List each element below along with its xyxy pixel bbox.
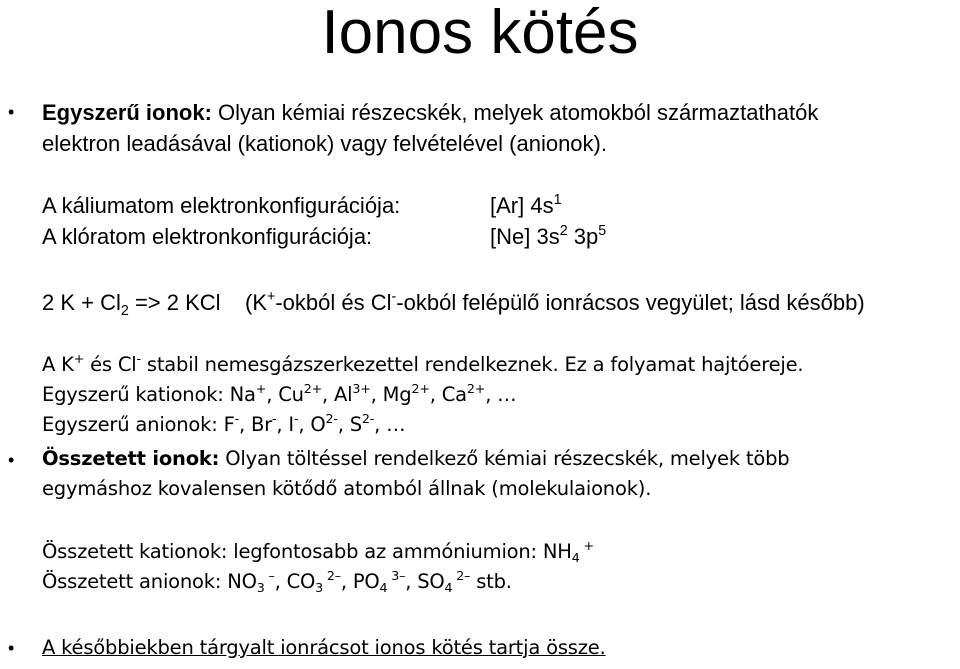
cations-label: Egyszerű kationok: Na: [42, 383, 256, 406]
cations-t2: , Cu: [266, 383, 304, 406]
complex-anions-d: , SO: [405, 570, 445, 593]
reaction-lhs: 2 K + Cl: [42, 290, 121, 315]
complex-line-1: [42, 447, 789, 470]
chlorine-config-text-2: 3p: [567, 224, 599, 249]
stable-b-sup: -: [136, 351, 141, 367]
complex-text-1: Olyan töltéssel rendelkező kémiai részecskék, melyek több: [219, 447, 790, 470]
cations-sup-5: 2+: [466, 381, 486, 397]
chlorine-config-value: [490, 224, 606, 250]
bullet-icon: •: [8, 450, 15, 470]
bullet-icon: •: [8, 102, 15, 122]
page-title: Ionos kötés: [321, 0, 639, 67]
cations-sup-4: 2+: [411, 381, 430, 397]
complex-anions-sup-4: 2–: [452, 568, 471, 584]
complex-anions-sub-4: 4: [444, 580, 453, 596]
complex-anions-a: Összetett anionok: NO: [42, 570, 257, 593]
anions-t5: , S: [337, 413, 362, 436]
conclusion-line: A későbbiekben tárgyalt ionrácsot ionos kötés tartja össze.: [42, 636, 606, 659]
complex-cations-line: [42, 538, 594, 566]
intro-label: Egyszerű ionok:: [42, 100, 212, 125]
potassium-config-sup: 1: [553, 192, 562, 209]
reaction-note-a-sup: +: [267, 289, 276, 306]
complex-anions-sub-1: 3: [256, 580, 265, 596]
anions-sup-4: 2-: [325, 411, 338, 427]
chlorine-config-text-1: [Ne] 3s: [490, 224, 560, 249]
intro-line-2: elektron leadásával (kationok) vagy felvételével (anionok).: [42, 131, 607, 156]
cations-sup-1: +: [255, 381, 267, 397]
anions-t2: , Br: [239, 413, 273, 436]
complex-cations-sub: 4: [571, 550, 580, 566]
reaction-note: [245, 290, 865, 316]
cations-sup-3: 3+: [352, 381, 371, 397]
stable-c: stabil nemesgázszerkezettel rendelkeznek. Ez a folyamat hajtóereje.: [140, 353, 804, 376]
stable-b: és Cl: [84, 353, 137, 376]
complex-anions-line: [42, 568, 512, 596]
chlorine-config-sup-2: 5: [598, 223, 607, 240]
bullet-icon: •: [8, 638, 15, 658]
reaction-line: [42, 290, 221, 319]
stable-line: [42, 353, 803, 376]
reaction-note-c: -okból felépülő ionrácsos vegyület; lásd később): [396, 290, 865, 315]
anions-label: Egyszerű anionok: F: [42, 413, 235, 436]
cations-t3: , Al: [322, 383, 353, 406]
complex-anions-sup-2: 2–: [323, 568, 341, 584]
reaction-note-b: -okból és Cl: [275, 290, 392, 315]
stable-a-sup: +: [73, 351, 85, 367]
chlorine-config-label: A klóratom elektronkonfigurációja:: [42, 224, 373, 249]
anions-sup-1: -: [234, 411, 240, 427]
complex-cations-text: Összetett kationok: legfontosabb az ammóniumion: NH: [42, 540, 572, 563]
anions-t4: , O: [298, 413, 326, 436]
potassium-config-value: [490, 193, 562, 219]
intro-text-1: Olyan kémiai részecskék, melyek atomokból származtathatók: [211, 100, 819, 125]
chlorine-config-line: [42, 224, 742, 250]
complex-anions-sub-2: 3: [315, 580, 324, 596]
complex-anions-b: , CO: [274, 570, 316, 593]
anions-sup-3: -: [293, 411, 299, 427]
intro-line-1: [42, 100, 818, 126]
complex-anions-sup-3: 3–: [387, 568, 406, 584]
complex-cations-sup: +: [579, 538, 594, 554]
complex-anions-c: , PO: [340, 570, 380, 593]
complex-line-2: egymáshoz kovalensen kötődő atomból állnak (molekulaionok).: [42, 477, 652, 500]
anions-sup-5: 2-: [361, 411, 375, 427]
reaction-product: => 2 KCl: [128, 290, 221, 315]
cations-t6: , …: [485, 383, 517, 406]
anions-sup-2: -: [272, 411, 277, 427]
cations-sup-2: 2+: [303, 381, 323, 397]
anions-t6: , …: [374, 413, 406, 436]
complex-anions-sup-1: –: [264, 568, 275, 584]
potassium-config-label: A káliumatom elektronkonfigurációja:: [42, 193, 401, 218]
complex-anions-sub-3: 4: [379, 580, 388, 596]
potassium-config-line: [42, 193, 742, 219]
stable-a: A K: [42, 353, 74, 376]
chlorine-config-sup-1: 2: [559, 223, 568, 240]
complex-label: Összetett ionok:: [42, 447, 220, 470]
anions-t3: , I: [276, 413, 294, 436]
reaction-sub: 2: [120, 303, 129, 319]
potassium-config-text: [Ar] 4s: [490, 193, 554, 218]
simple-anions-line: [42, 413, 405, 436]
reaction-note-a: (K: [245, 290, 267, 315]
cations-t4: , Mg: [370, 383, 412, 406]
cations-t5: , Ca: [429, 383, 467, 406]
reaction-note-b-sup: -: [391, 289, 397, 306]
simple-cations-line: [42, 383, 517, 406]
complex-anions-e: stb.: [470, 570, 512, 593]
